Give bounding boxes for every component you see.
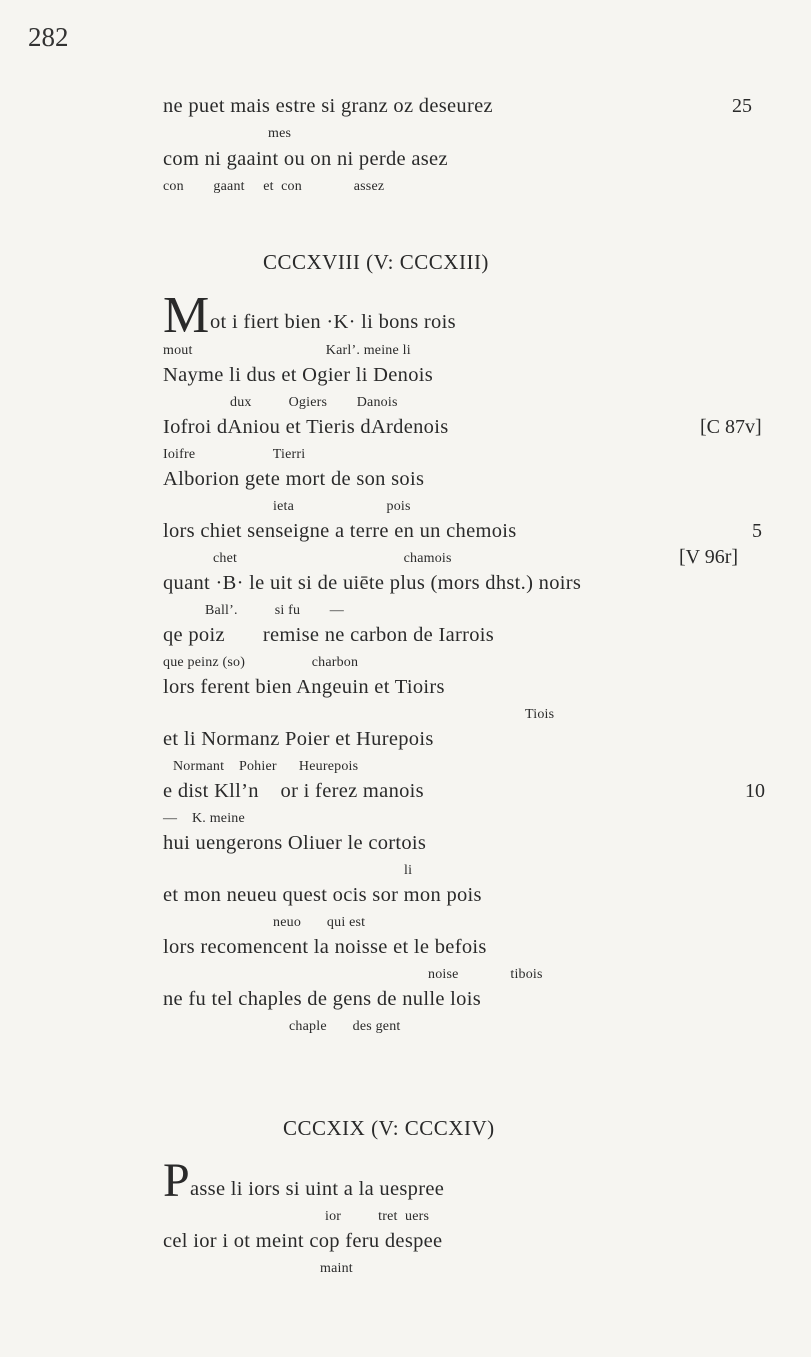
gloss-line: con gaant et con assez	[163, 179, 385, 194]
verse-line: Alborion gete mort de son sois	[163, 468, 425, 490]
page-number: 282	[28, 22, 69, 52]
verse-line: ot i fiert bien ·K· li bons rois	[210, 311, 456, 333]
gloss-line: ieta pois	[273, 499, 411, 514]
gloss-line: ior tret uers	[325, 1209, 430, 1224]
gloss-line: chaple des gent	[289, 1019, 401, 1034]
gloss-line: mes	[268, 126, 292, 141]
gloss-line: noise tibois	[428, 967, 543, 982]
verse-line: et li Normanz Poier et Hurepois	[163, 728, 434, 750]
verse-line: lors ferent bien Angeuin et Tioirs	[163, 676, 445, 698]
gloss-line: chet chamois	[213, 551, 452, 566]
verse-line: ne puet mais estre si granz oz deseurez	[163, 95, 493, 117]
gloss-line: li	[404, 863, 413, 878]
verse-line: qe poiz remise ne carbon de Iarrois	[163, 624, 495, 646]
drop-capital: M	[163, 287, 210, 344]
verse-line: Iofroi dAniou et Tieris dArdenois	[163, 416, 449, 438]
verse-line: lors recomencent la noisse et le befois	[163, 936, 487, 958]
verse-line: ne fu tel chaples de gens de nulle lois	[163, 988, 481, 1010]
verse-line: quant ·B· le uit si de uiēte plus (mors dhst.) noirs	[163, 572, 582, 594]
verse-line: com ni gaaint ou on ni perde asez	[163, 148, 448, 170]
gloss-line: maint	[320, 1261, 353, 1276]
verse-line: Nayme li dus et Ogier li Denois	[163, 364, 434, 386]
verse-line: lors chiet senseigne a terre en un chemois	[163, 520, 517, 542]
gloss-line: Ball’. si fu —	[205, 603, 344, 618]
section-heading: CCCXVIII (V: CCCXIII)	[263, 250, 489, 274]
gloss-line: Tiois	[525, 707, 555, 722]
gloss-line: dux Ogiers Danois	[230, 395, 398, 410]
manuscript-ref: [V 96r]	[679, 546, 739, 568]
line-number: 10	[745, 780, 765, 802]
gloss-line: Ioifre Tierri	[163, 447, 306, 462]
line-number: 25	[732, 95, 752, 117]
verse-line: asse li iors si uint a la uespree	[190, 1178, 445, 1200]
verse-line: hui uengerons Oliuer le cortois	[163, 832, 427, 854]
gloss-line: que peinz (so) charbon	[163, 655, 359, 670]
gloss-line: neuo qui est	[273, 915, 366, 930]
manuscript-ref: [C 87v]	[700, 416, 762, 438]
gloss-line: — K. meine	[163, 811, 245, 826]
gloss-line: Normant Pohier Heurepois	[173, 759, 359, 774]
line-number: 5	[752, 520, 762, 542]
verse-line: cel ior i ot meint cop feru despee	[163, 1230, 443, 1252]
verse-line: e dist Kll’n or i ferez manois	[163, 780, 424, 802]
drop-capital: P	[163, 1154, 190, 1207]
gloss-line: mout Karl’. meine li	[163, 343, 411, 358]
section-heading: CCCXIX (V: CCCXIV)	[283, 1116, 495, 1140]
verse-line: et mon neueu quest ocis sor mon pois	[163, 884, 482, 906]
